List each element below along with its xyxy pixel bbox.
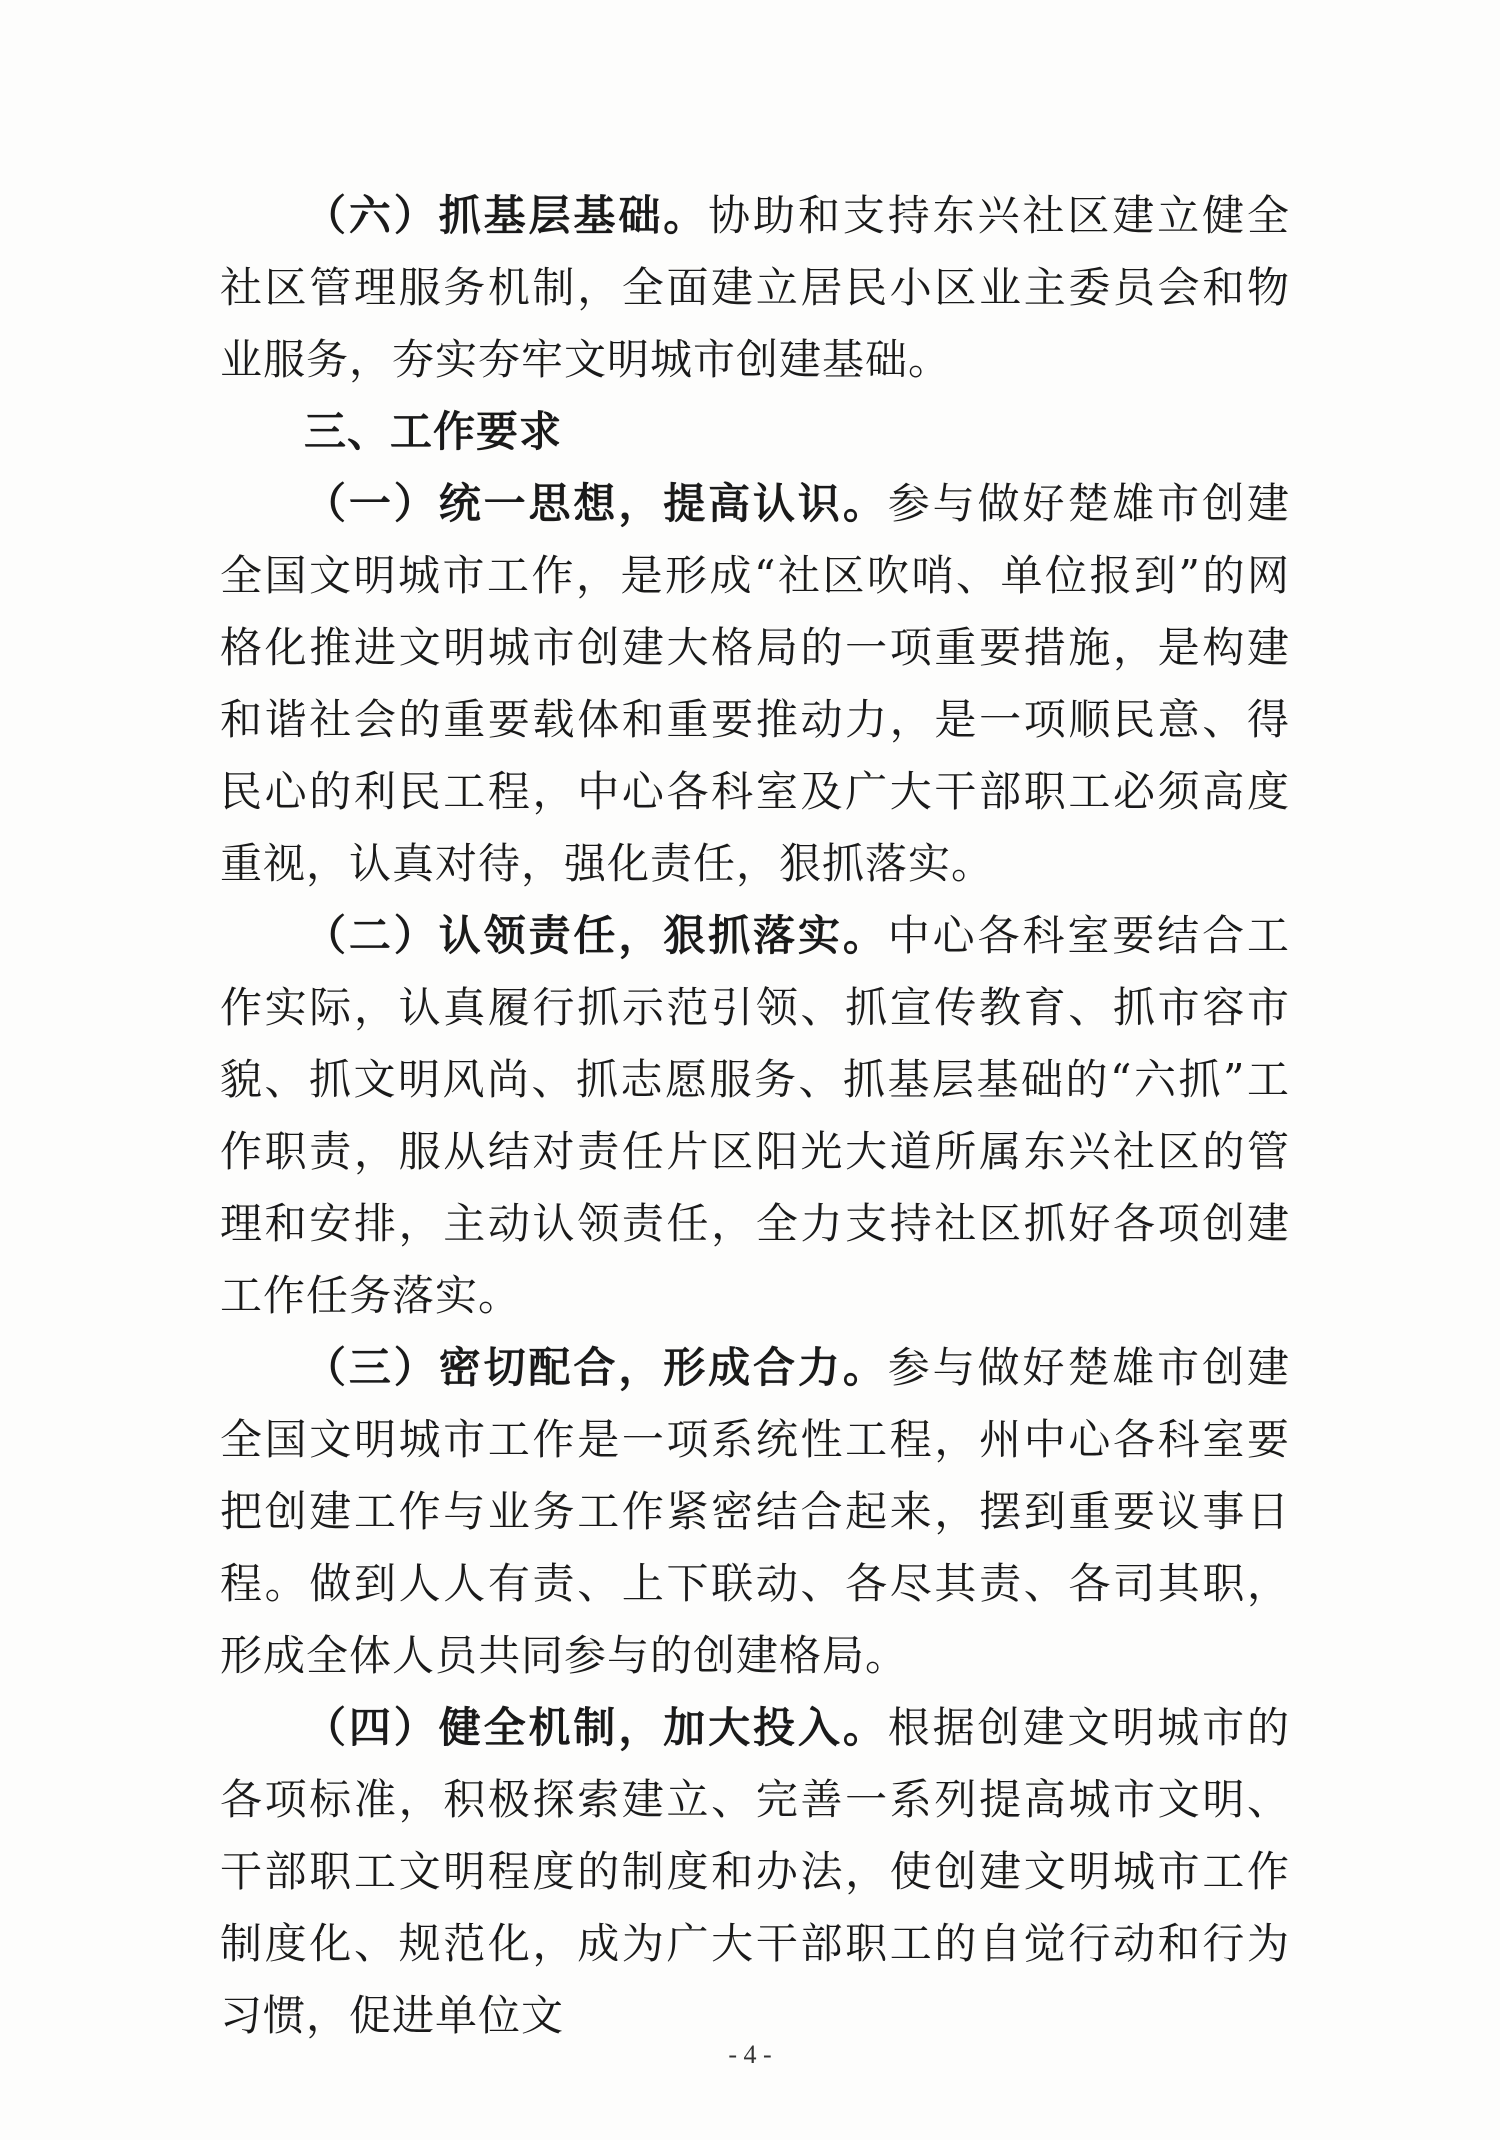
paragraph-text: 参与做好楚雄市创建全国文明城市工作，是形成“社区吹哨、单位报到”的网格化推进文明城市创建大格局的一项重要措施，是构建和谐社会的重要载体和重要推动力，是一项顺民意、得民心的利民工程，中心各科室及广大干部职工必须高度重视，认真对待，强化责任，狠抓落实。 <box>220 479 1290 888</box>
section-heading-work-requirements: 三、工作要求 <box>304 407 563 456</box>
paragraph-lead: （三）密切配合，形成合力。 <box>304 1343 888 1392</box>
paragraph-text: 中心各科室要结合工作实际，认真履行抓示范引领、抓宣传教育、抓市容市貌、抓文明风尚、抓志愿服务、抓基层基础的“六抓”工作职责，服从结对责任片区阳光大道所属东兴社区的管理和安排，主动认领责任，全力支持社区抓好各项创建工作任务落实。 <box>220 911 1290 1320</box>
paragraph-text: 协助和支持东兴社区建立健全社区管理服务机制，全面建立居民小区业主委员会和物业服务，夯实夯牢文明城市创建基础。 <box>220 191 1290 384</box>
paragraph-lead: （一）统一思想，提高认识。 <box>304 479 888 528</box>
paragraph-one-unify-thinking <box>220 468 1290 900</box>
paragraph-lead: （六）抓基层基础。 <box>304 191 709 240</box>
paragraph-three-cooperate <box>220 1332 1290 1692</box>
paragraph-text: 根据创建文明城市的各项标准，积极探索建立、完善一系列提高城市文明、干部职工文明程度的制度和办法，使创建文明城市工作制度化、规范化，成为广大干部职工的自觉行动和行为习惯，促进单位文 <box>220 1703 1290 2040</box>
paragraph-lead: （四）健全机制，加大投入。 <box>304 1703 888 1752</box>
paragraph-four-mechanism <box>220 1692 1290 2052</box>
page-number: - 4 - <box>728 2040 772 2069</box>
paragraph-lead: （二）认领责任，狠抓落实。 <box>304 911 888 960</box>
paragraph-text: 参与做好楚雄市创建全国文明城市工作是一项系统性工程，州中心各科室要把创建工作与业务工作紧密结合起来，摆到重要议事日程。做到人人有责、上下联动、各尽其责、各司其职，形成全体人员共同参与的创建格局。 <box>220 1343 1290 1680</box>
paragraph-six-grassroots <box>220 180 1290 396</box>
document-body <box>220 180 1290 2052</box>
paragraph-two-claim-responsibility <box>220 900 1290 1332</box>
